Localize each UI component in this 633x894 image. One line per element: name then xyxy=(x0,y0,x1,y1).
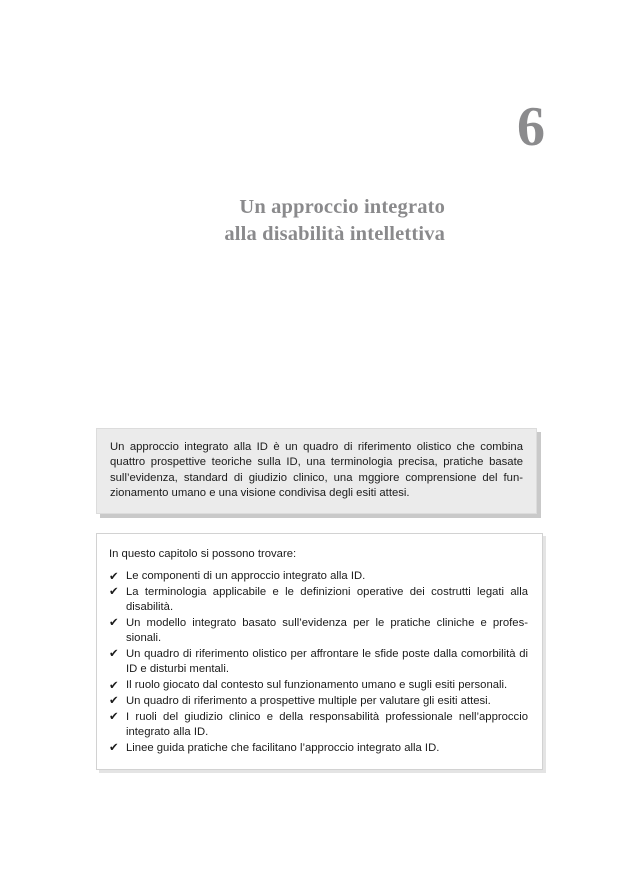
contents-list-item-label: La terminologia applicabile e le definizioni operative dei costrutti legati alla disabilità. xyxy=(126,585,528,614)
chapter-title xyxy=(120,194,445,247)
contents-list-item-label: Un quadro di riferimento olistico per affrontare le sfide poste dalla comorbilità di ID e disturbi mentali. xyxy=(126,647,528,676)
chapter-title-line-1: Un approccio integrato xyxy=(239,196,445,218)
abstract-text: Un approccio integrato alla ID è un quadro di riferimento olistico che combina quattro prospettive teoriche sulla ID, una terminologia precisa, pratiche basate sull’evidenza, standard di giudizio clinico, una mggiore comprensione del fun-zionamento umano e una visione condivisa degli esiti attesi. xyxy=(110,441,523,499)
check-icon: ✔ xyxy=(109,584,119,599)
chapter-contents-box xyxy=(96,533,543,770)
contents-list-item-label: Il ruolo giocato dal contesto sul funzionamento umano e sugli esiti personali. xyxy=(126,679,508,692)
contents-list-item xyxy=(109,678,528,693)
check-icon: ✔ xyxy=(109,615,119,630)
check-icon: ✔ xyxy=(109,646,119,661)
contents-list-item xyxy=(109,694,528,709)
contents-list-item xyxy=(109,585,528,616)
check-icon: ✔ xyxy=(109,677,119,692)
contents-list-item xyxy=(109,569,528,584)
check-icon: ✔ xyxy=(109,693,119,708)
contents-intro: In questo capitolo si possono trovare: xyxy=(109,548,297,560)
contents-list-item-label: Un quadro di riferimento a prospettive multiple per valutare gli esiti attesi. xyxy=(126,694,491,707)
chapter-number: 6 xyxy=(517,96,545,158)
check-icon: ✔ xyxy=(109,709,119,724)
contents-list-item xyxy=(109,647,528,678)
contents-list-item xyxy=(109,741,528,756)
check-icon: ✔ xyxy=(109,740,119,755)
chapter-title-line-2: alla disabilità intellettiva xyxy=(224,222,445,245)
abstract-box xyxy=(96,428,537,514)
contents-list-item-label: Un modello integrato basato sull’evidenza per le pratiche cliniche e profes-sionali. xyxy=(126,616,528,645)
contents-list-item xyxy=(109,616,528,647)
check-icon: ✔ xyxy=(109,568,119,583)
contents-list-item-label: Linee guida pratiche che facilitano l’approccio integrato alla ID. xyxy=(126,741,440,754)
contents-list-item-label: I ruoli del giudizio clinico e della responsabilità professionale nell’approccio integrato alla ID. xyxy=(126,710,528,738)
contents-list-item xyxy=(109,710,528,741)
contents-list-item-label: Le componenti di un approccio integrato alla ID. xyxy=(126,570,366,582)
contents-list xyxy=(109,569,528,756)
